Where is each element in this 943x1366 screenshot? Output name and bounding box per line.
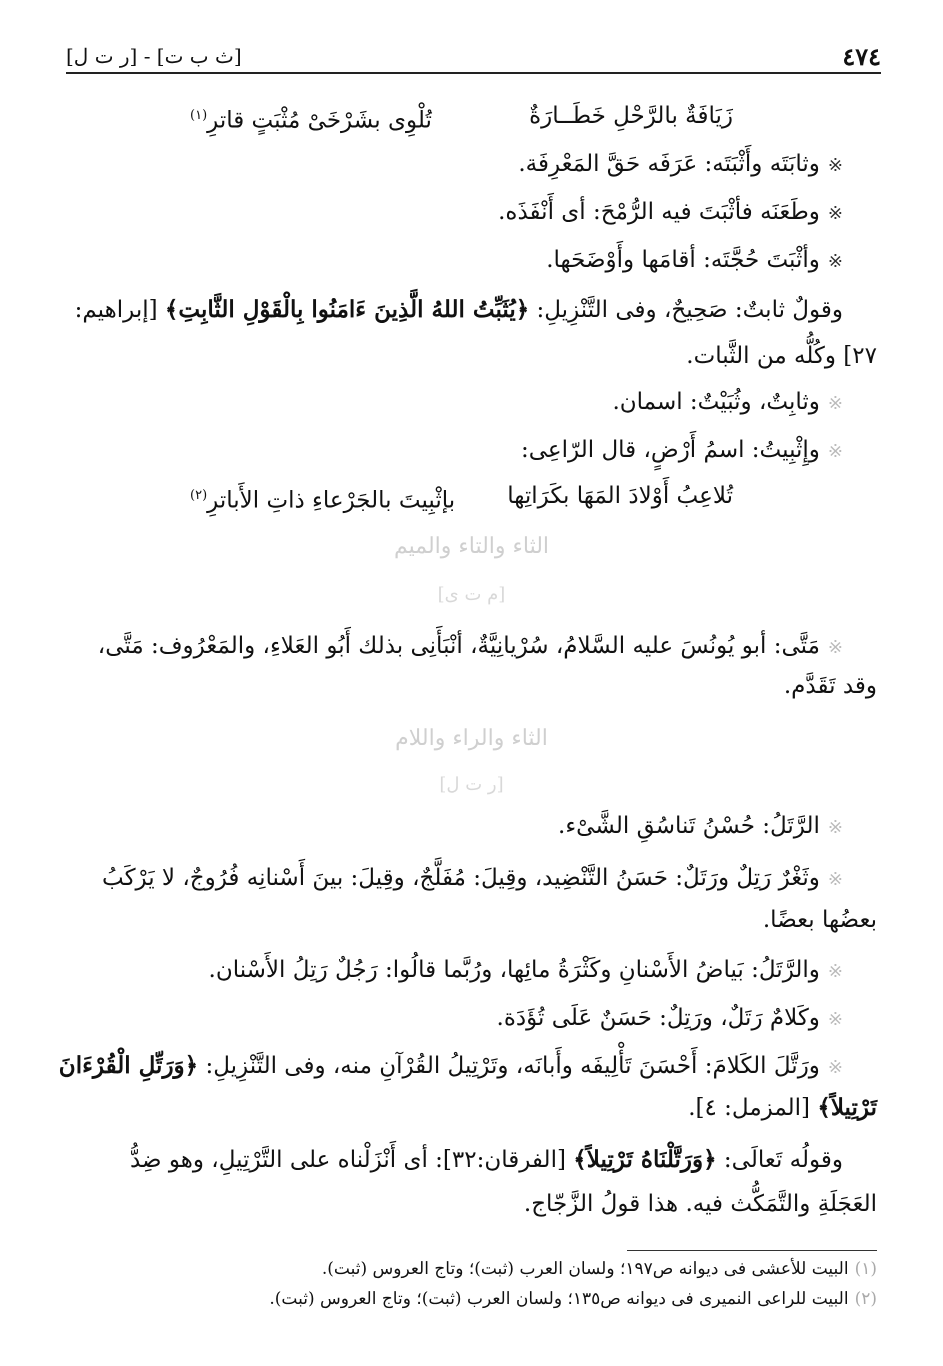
footnote-ref-2: (٢) [190, 488, 208, 503]
footnote-2: (٢)البيت للراعى النميرى فى ديوانه ص١٣٥؛ ولسان العرب (ثبت)؛ وتاج العروس (ثبت). [269, 1289, 877, 1309]
star-marker-icon: ※ [827, 393, 843, 414]
entry-paragraph-rattalnahu: وقولُه تَعالَى: ﴿وَرَتَّلْنَاهُ تَرْتِيلاً﴾ [الفرقان:٣٢]: أى أَنْزَلْناه على التَّرْتِيلِ، وهو ضِدُّ [129, 1146, 843, 1173]
entry-line: ※وطَعَنَه فأثْبَتَ فيه الرُّمْحَ: أى أَنْفَذَه. [498, 199, 843, 225]
entry-paragraph-matta: ※مَتَّى: أبو يُونُسَ عليه السَّلامُ، سُرْيانِيَّةٌ، أنْبَأَنِى بذلك أَبُو العَلاءِ، والمَعْرُوف: مَتَّى، [97, 633, 843, 659]
entry-paragraph-ratal-cont: بعضُها بعضًا. [762, 907, 877, 933]
star-marker-icon: ※ [827, 869, 843, 890]
entry-line: ※وثابَتَه وأَثْبَتَه: عَرَفَه حَقَّ المَعْرِفَة. [518, 151, 843, 177]
star-marker-icon: ※ [827, 155, 843, 176]
quran-quote: ﴿يُثَبِّتُ اللهُ الَّذِينَ ءَامَنُوا بِالْقَوْلِ الثَّابِتِ﴾ [164, 296, 530, 323]
section-heading-2: الثاء والراء واللام [395, 726, 548, 751]
running-head: [ث ب ت] - [ر ت ل] [66, 44, 242, 68]
quran-quote: ﴿وَرَتَّلْنَاهُ تَرْتِيلاً﴾ [573, 1146, 717, 1173]
verse-2-second-hemistich: بإثْبِيتَ بالجَرْعاءِ ذاتِ الأَباترِ$^{(٢)}$ [190, 487, 456, 514]
page-header [66, 42, 881, 74]
star-marker-icon: ※ [827, 441, 843, 462]
entry-line: ※وإِثْبِيتُ: اسمُ أَرْضٍ، قال الرّاعِى: [521, 437, 843, 463]
section-root-1: [م ت ى] [437, 584, 506, 605]
star-marker-icon: ※ [827, 637, 843, 658]
poetry-verse-1 [0, 96, 943, 136]
page-number: ٤٧٤ [842, 42, 881, 71]
footnote-divider [627, 1250, 877, 1251]
footnote-ref-1: (١) [190, 108, 208, 123]
entry-paragraph-rattalnahu-cont: العَجَلَةِ والتَّمَكُّث فيه. هذا قولُ الزَّجّاج. [523, 1191, 877, 1217]
section-root-2: [ر ت ل] [439, 774, 504, 795]
star-marker-icon: ※ [827, 1057, 843, 1078]
entry-paragraph-thabit-cont: ٢٧] وكُلُّه من الثَّبات. [686, 343, 877, 369]
star-marker-icon: ※ [827, 251, 843, 272]
star-marker-icon: ※ [827, 961, 843, 982]
star-marker-icon: ※ [827, 203, 843, 224]
star-marker-icon: ※ [827, 1009, 843, 1030]
entry-paragraph-matta-cont: وقد تَقَدَّم. [783, 673, 877, 699]
entry-line: ※والرَّتَلُ: بَياضُ الأَسْنانِ وكَثْرَةُ مائِها، ورُبَّما قالُوا: رَجُلٌ رَتِلُ الأَسْنان. [208, 957, 843, 983]
entry-paragraph-rattala: ※ورَتَّلَ الكَلامَ: أَحْسَنَ تَأْلِيفَه وأَبانَه، وتَرْتِيلُ القُرْآنِ منه، وفى التَّنْزِيلِ: ﴿وَرَتِّلِ الْقُرْءَانَ [58, 1052, 843, 1079]
star-marker-icon: ※ [827, 817, 843, 838]
entry-line: ※وثابِتٌ، وثُبَيْتٌ: اسمان. [612, 389, 843, 415]
verse-2-first-hemistich: تُلاعِبُ أَوْلادَ المَهَا بكَرَاتِها [507, 483, 733, 509]
entry-paragraph-ratal: ※وثَغْرٌ رَتِلٌ ورَتَلٌ: حَسَنُ التَّنْضِيد، وقِيلَ: مُفَلَّجٌ، وقِيلَ: بينَ أَسْنانِه فُرُوجٌ، لا يَرْكَبُ [102, 865, 843, 891]
quran-quote: ﴿وَرَتِّلِ الْقُرْءَانَ [58, 1052, 199, 1079]
verse-1-first-hemistich: زَيَافَةٌ بالرَّحْلِ خَطَــارَةٌ [529, 103, 733, 129]
section-heading-1: الثاء والتاء والميم [393, 534, 550, 559]
entry-paragraph-rattala-cont: تَرْتِيلاً﴾ [المزمل: ٤]. [688, 1094, 877, 1121]
entry-line: ※وأثْبَتَ حُجَّتَه: أقامَها وأَوْضَحَها. [546, 247, 843, 273]
entry-line: ※الرَّتَلُ: حُسْنُ تَناسُقِ الشَّىْء. [558, 813, 843, 839]
poetry-verse-2 [0, 476, 943, 516]
footnote-1: (١)البيت للأعشى فى ديوانه ص١٩٧؛ ولسان العرب (ثبت)؛ وتاج العروس (ثبت). [321, 1259, 877, 1279]
verse-1-second-hemistich: تُلْوِى بشَرْخَىْ مُثْبَتٍ قاترِ$^{(١)}$ [190, 107, 432, 134]
entry-line: ※وكَلامٌ رَتَلٌ، ورَتِلٌ: حَسَنٌ عَلَى تُؤَدَة. [496, 1005, 843, 1031]
quran-quote: تَرْتِيلاً﴾ [817, 1094, 877, 1121]
entry-paragraph-thabit: وقولٌ ثابتٌ: صَحِيحٌ، وفى التَّنْزِيلِ: ﴿يُثَبِّتُ اللهُ الَّذِينَ ءَامَنُوا بِالْقَوْلِ الثَّابِتِ﴾ [إبراهيم: [74, 296, 843, 323]
